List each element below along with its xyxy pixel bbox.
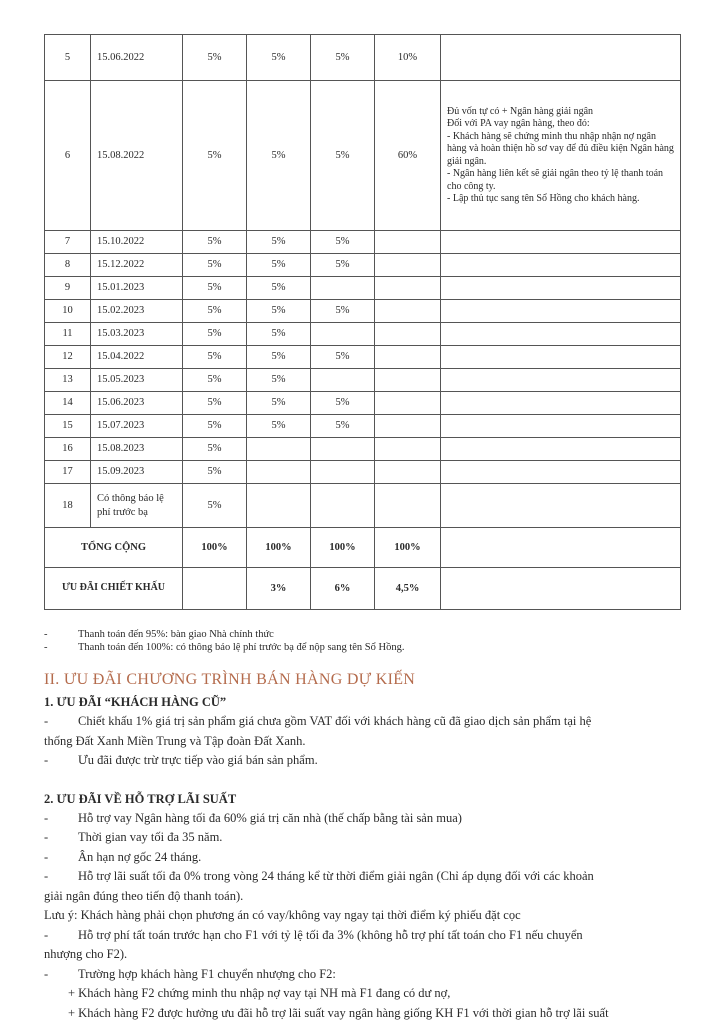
- bullet-continuation: thống Đất Xanh Miền Trung và Tập đoàn Đất Xanh.: [44, 733, 306, 748]
- bullet-item: - Ưu đãi được trừ trực tiếp vào giá bán sản phẩm.: [44, 753, 318, 767]
- table-row: [45, 438, 681, 461]
- promotion-section: [44, 668, 694, 1023]
- row-date: 15.07.2023: [91, 415, 183, 438]
- pct-cell: 5%: [183, 300, 247, 323]
- table-row: [45, 461, 681, 484]
- note-cell: [441, 254, 681, 277]
- row-number: 10: [45, 300, 91, 323]
- pct-cell: 5%: [247, 277, 311, 300]
- payment-notes: [44, 628, 404, 654]
- note-cell: [441, 438, 681, 461]
- total-note-cell: [441, 528, 681, 568]
- row-number: 14: [45, 392, 91, 415]
- row-date: 15.02.2023: [91, 300, 183, 323]
- note-item: - Thanh toán đến 100%: có thông báo lệ phí trước bạ để nộp sang tên Sổ Hồng.: [44, 642, 405, 653]
- row-number: 5: [45, 35, 91, 81]
- payment-schedule-table: [44, 34, 681, 610]
- row-number: 11: [45, 323, 91, 346]
- pct-cell: [247, 438, 311, 461]
- pct-cell: 5%: [247, 415, 311, 438]
- bullet-item: - Hỗ trợ lãi suất tối đa 0% trong vòng 24 tháng kể từ thời điểm giải ngân (Chỉ áp dụng đối với các khoản: [44, 869, 594, 883]
- table-row: [45, 231, 681, 254]
- note-cell: [441, 461, 681, 484]
- row-number: 17: [45, 461, 91, 484]
- note-cell: [441, 369, 681, 392]
- total-label: TỔNG CỘNG: [45, 528, 183, 568]
- pct-cell: 5%: [247, 369, 311, 392]
- pct-cell: 5%: [183, 369, 247, 392]
- pct-cell: [375, 323, 441, 346]
- total-cell: 100%: [183, 528, 247, 568]
- discount-cell: 6%: [311, 568, 375, 610]
- note-item: - Thanh toán đến 95%: bàn giao Nhà chính thức: [44, 629, 274, 640]
- discount-cell: [183, 568, 247, 610]
- pct-cell: 5%: [183, 415, 247, 438]
- pct-cell: 10%: [375, 35, 441, 81]
- bullet-item: - Ân hạn nợ gốc 24 tháng.: [44, 849, 202, 864]
- note-cell: [441, 346, 681, 369]
- row-date: 15.08.2023: [91, 438, 183, 461]
- note-cell: [441, 231, 681, 254]
- pct-cell: 5%: [183, 346, 247, 369]
- row-number: 12: [45, 346, 91, 369]
- note-line: - Ngân hàng liên kết sẽ giải ngân theo tỷ lệ thanh toán cho công ty.: [447, 168, 664, 192]
- row-date: 15.03.2023: [91, 323, 183, 346]
- pct-cell: 5%: [247, 81, 311, 231]
- pct-cell: [375, 461, 441, 484]
- total-row: [45, 528, 681, 568]
- note-cell: [441, 392, 681, 415]
- pct-cell: 5%: [311, 300, 375, 323]
- pct-cell: 5%: [183, 438, 247, 461]
- row-number: 7: [45, 231, 91, 254]
- pct-cell: [311, 369, 375, 392]
- row-date: 15.09.2023: [91, 461, 183, 484]
- pct-cell: 5%: [183, 323, 247, 346]
- pct-cell: 5%: [311, 392, 375, 415]
- plus-item: + Khách hàng F2 được hưởng ưu đãi hỗ trợ lãi suất vay ngân hàng giống KH F1 với thời gian hỗ trợ lãi suất: [68, 1005, 609, 1020]
- note-cell: [441, 277, 681, 300]
- row-date: 15.12.2022: [91, 254, 183, 277]
- row-date: 15.06.2023: [91, 392, 183, 415]
- note-line: Đủ vốn tự có + Ngân hàng giải ngân: [447, 105, 594, 117]
- pct-cell: [375, 415, 441, 438]
- bullet-item: - Hỗ trợ vay Ngân hàng tối đa 60% giá trị căn nhà (thế chấp bằng tài sản mua): [44, 810, 462, 825]
- pct-cell: 5%: [311, 254, 375, 277]
- total-cell: 100%: [311, 528, 375, 568]
- note-line: - Lập thủ tục sang tên Sổ Hồng cho khách hàng.: [447, 193, 640, 204]
- pct-cell: 5%: [247, 346, 311, 369]
- table-row: [45, 254, 681, 277]
- note-cell: [441, 323, 681, 346]
- pct-cell: [375, 254, 441, 277]
- discount-note-cell: [441, 568, 681, 610]
- pct-cell: 5%: [183, 461, 247, 484]
- pct-cell: 5%: [311, 35, 375, 81]
- table-row: [45, 300, 681, 323]
- bullet-continuation: giải ngân đúng theo tiến độ thanh toán).: [44, 888, 244, 903]
- pct-cell: [311, 461, 375, 484]
- pct-cell: [375, 277, 441, 300]
- pct-cell: 5%: [183, 254, 247, 277]
- pct-cell: 5%: [183, 277, 247, 300]
- pct-cell: 5%: [247, 323, 311, 346]
- pct-cell: [311, 484, 375, 528]
- pct-cell: 5%: [247, 35, 311, 81]
- pct-cell: 5%: [311, 415, 375, 438]
- subsection-title-interest-support: 2. ƯU ĐÃI VỀ HỖ TRỢ LÃI SUẤT: [44, 791, 237, 806]
- row-number: 18: [45, 484, 91, 528]
- pct-cell: 5%: [247, 231, 311, 254]
- pct-cell: 5%: [183, 484, 247, 528]
- total-cell: 100%: [247, 528, 311, 568]
- pct-cell: 5%: [311, 346, 375, 369]
- bullet-item: - Trường hợp khách hàng F1 chuyển nhượng cho F2:: [44, 966, 336, 981]
- table-row: [45, 415, 681, 438]
- note-line: - Khách hàng sẽ chứng minh thu nhập nhận nợ ngân hàng và hoàn thiện hồ sơ vay để đủ điều kiện Ngân hàng giải ngân.: [447, 130, 674, 167]
- pct-cell: [375, 300, 441, 323]
- total-cell: 100%: [375, 528, 441, 568]
- row-date: Có thông báo lệ phí trước bạ: [91, 484, 183, 528]
- table-row: [45, 392, 681, 415]
- row-date: 15.04.2022: [91, 346, 183, 369]
- note-line: Đối với PA vay ngân hàng, theo đó:: [447, 118, 590, 129]
- pct-cell: [375, 369, 441, 392]
- bullet-item: - Thời gian vay tối đa 35 năm.: [44, 830, 223, 844]
- note-line: Lưu ý: Khách hàng phải chọn phương án có vay/không vay ngay tại thời điểm ký phiếu đặt cọc: [44, 908, 521, 922]
- pct-cell: 60%: [375, 81, 441, 231]
- table-row: [45, 346, 681, 369]
- pct-cell: [311, 438, 375, 461]
- row-date: 15.10.2022: [91, 231, 183, 254]
- pct-cell: [311, 323, 375, 346]
- pct-cell: 5%: [247, 392, 311, 415]
- bullet-item: - Chiết khấu 1% giá trị sản phẩm giá chưa gồm VAT đối với khách hàng cũ đã giao dịch sản phẩm tại hệ: [44, 714, 592, 728]
- discount-row: [45, 568, 681, 610]
- pct-cell: 5%: [183, 81, 247, 231]
- pct-cell: 5%: [183, 231, 247, 254]
- discount-cell: 4,5%: [375, 568, 441, 610]
- pct-cell: [247, 461, 311, 484]
- row-number: 16: [45, 438, 91, 461]
- row-number: 15: [45, 415, 91, 438]
- pct-cell: [247, 484, 311, 528]
- table-row: [45, 35, 681, 81]
- bullet-item: - Hỗ trợ phí tất toán trước hạn cho F1 với tỷ lệ tối đa 3% (không hỗ trợ phí tất toán cho F1 nếu chuyển: [44, 927, 583, 942]
- note-cell: [441, 415, 681, 438]
- pct-cell: 5%: [311, 231, 375, 254]
- table-row: [45, 369, 681, 392]
- row-number: 8: [45, 254, 91, 277]
- pct-cell: 5%: [247, 254, 311, 277]
- pct-cell: [375, 392, 441, 415]
- table-row: [45, 484, 681, 528]
- table-row: [45, 81, 681, 231]
- row-date: 15.01.2023: [91, 277, 183, 300]
- pct-cell: [375, 231, 441, 254]
- table-row: [45, 323, 681, 346]
- pct-cell: [311, 277, 375, 300]
- loan-note-cell: [441, 81, 681, 231]
- pct-cell: 5%: [247, 300, 311, 323]
- pct-cell: [375, 346, 441, 369]
- row-date: 15.05.2023: [91, 369, 183, 392]
- note-cell: [441, 484, 681, 528]
- row-number: 13: [45, 369, 91, 392]
- row-date: 15.08.2022: [91, 81, 183, 231]
- pct-cell: 5%: [183, 35, 247, 81]
- discount-label: ƯU ĐÃI CHIẾT KHẤU: [45, 568, 183, 610]
- bullet-continuation: nhượng cho F2).: [44, 947, 128, 961]
- row-number: 9: [45, 277, 91, 300]
- pct-cell: 5%: [311, 81, 375, 231]
- note-cell: [441, 300, 681, 323]
- subsection-title-old-customer: 1. ƯU ĐÃI “KHÁCH HÀNG CŨ”: [44, 695, 227, 709]
- pct-cell: 5%: [183, 392, 247, 415]
- pct-cell: [375, 438, 441, 461]
- table-row: [45, 277, 681, 300]
- plus-item: + Khách hàng F2 chứng minh thu nhập nợ vay tại NH mà F1 đang có dư nợ,: [68, 986, 451, 1000]
- section-title: II. ƯU ĐÃI CHƯƠNG TRÌNH BÁN HÀNG DỰ KIẾN: [44, 671, 416, 688]
- row-number: 6: [45, 81, 91, 231]
- pct-cell: [375, 484, 441, 528]
- discount-cell: 3%: [247, 568, 311, 610]
- note-cell: [441, 35, 681, 81]
- row-date: 15.06.2022: [91, 35, 183, 81]
